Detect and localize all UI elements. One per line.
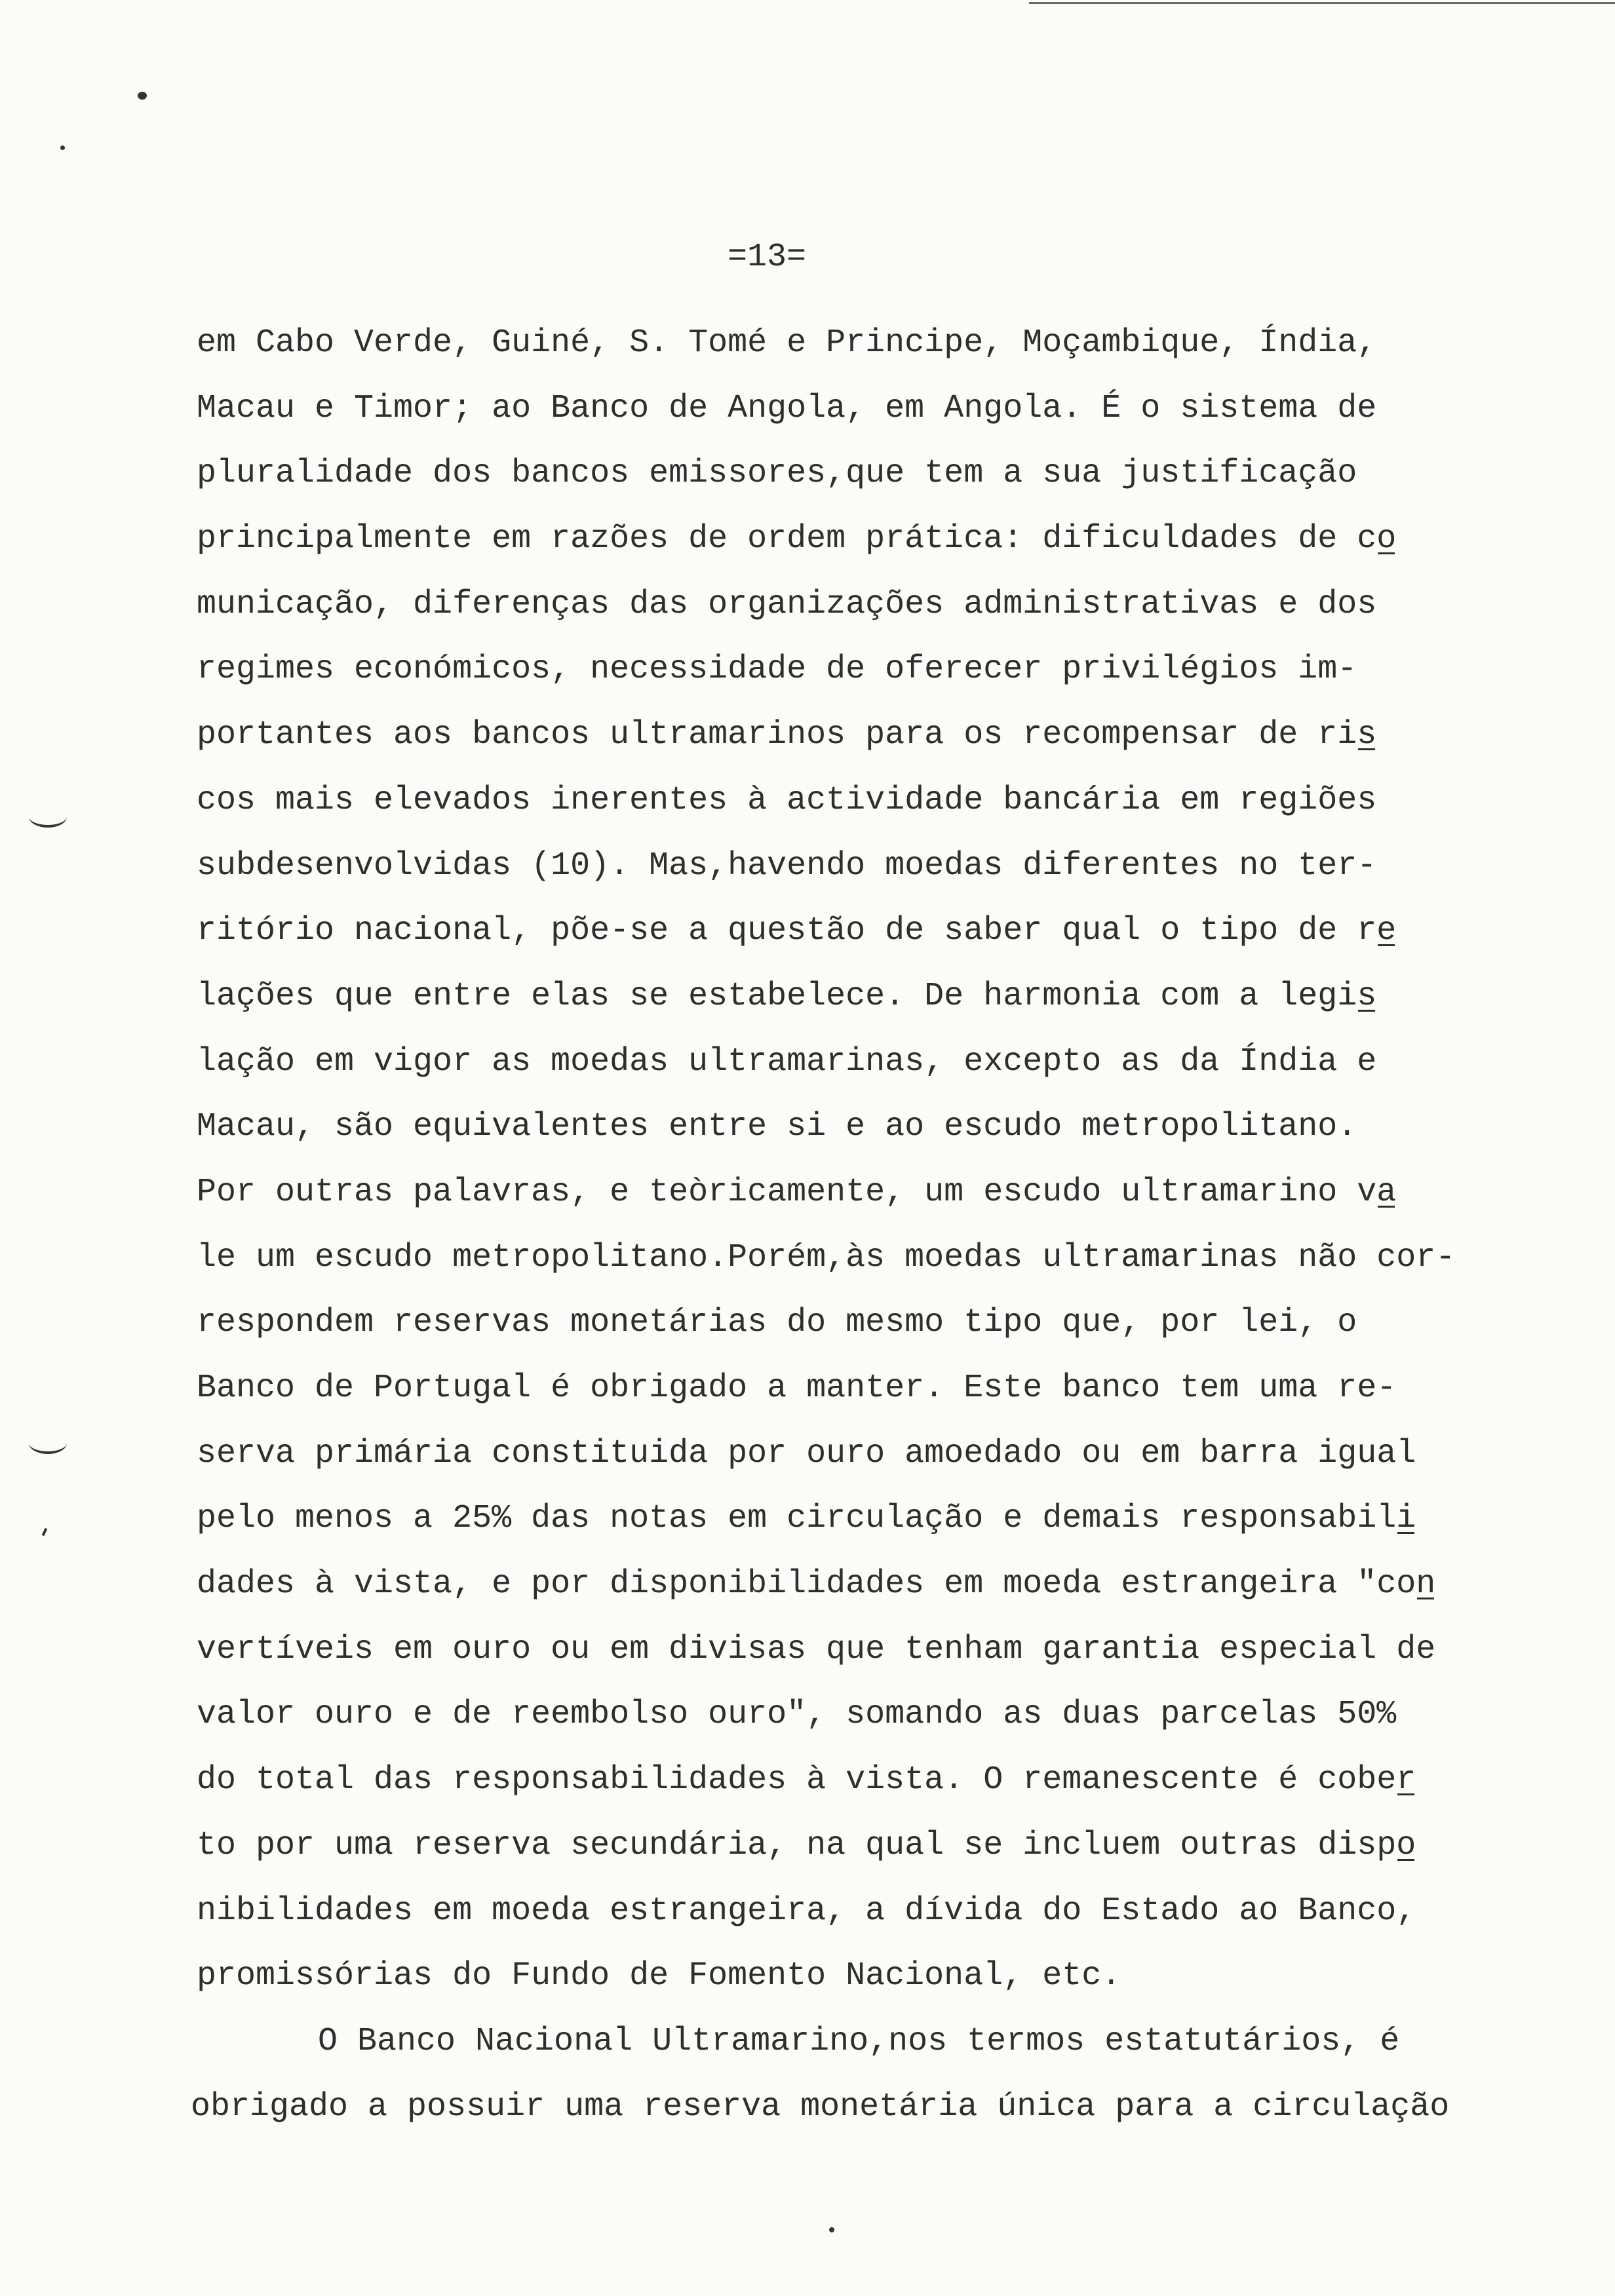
text-line: pluralidade dos bancos emissores,que tem a sua justificação: [197, 455, 1357, 493]
text-line: regimes económicos, necessidade de oferecer privilégios im-: [197, 651, 1357, 689]
text-line: subdesenvolvidas (10). Mas,havendo moedas diferentes no ter-: [197, 847, 1377, 885]
text-line: cos mais elevados inerentes à actividade bancária em regiões: [197, 781, 1377, 819]
text-line: Por outras palavras, e teòricamente, um escudo ultramarino va: [197, 1160, 1396, 1225]
text-line: dades à vista, e por disponibilidades em moeda estrangeira "con: [197, 1552, 1435, 1617]
paragraph: [191, 2009, 1455, 2139]
scan-speck: [60, 145, 65, 150]
text-line: ritório nacional, põe-se a questão de saber qual o tipo de re: [197, 898, 1396, 964]
text-line: nibilidades em moeda estrangeira, a dívida do Estado ao Banco,: [197, 1892, 1416, 1930]
text-body: [191, 311, 1456, 2139]
text-line: lação em vigor as moedas ultramarinas, excepto as da Índia e: [197, 1043, 1377, 1081]
text-line: portantes aos bancos ultramarinos para os recompensar de ris: [197, 702, 1376, 768]
scan-mark: [42, 1528, 48, 1537]
text-line: obrigado a possuir uma reserva monetária única para a circulação: [191, 2088, 1450, 2126]
scan-speck: [138, 92, 147, 100]
text-line: do total das responsabilidades à vista. O remanescente é cober: [197, 1748, 1416, 1813]
text-line: promissórias do Fundo de Fomento Nacional, etc.: [197, 1957, 1121, 1995]
paragraph: [197, 311, 1455, 2009]
text-line: serva primária constituida por ouro amoedado ou em barra igual: [197, 1434, 1416, 1472]
text-line: principalmente em razões de ordem prática: dificuldades de co: [197, 507, 1396, 572]
text-line: respondem reservas monetárias do mesmo tipo que, por lei, o: [197, 1304, 1357, 1342]
scan-mark: [29, 814, 67, 828]
text-line: municação, diferenças das organizações administrativas e dos: [197, 585, 1377, 623]
text-line: Banco de Portugal é obrigado a manter. Este banco tem uma re-: [197, 1369, 1397, 1407]
scan-edge-line: [1029, 2, 1615, 4]
text-line: vertíveis em ouro ou em divisas que tenham garantia especial de: [197, 1630, 1436, 1668]
page-number: =13=: [728, 239, 807, 276]
text-line: Macau, são equivalentes entre si e ao escudo metropolitano.: [197, 1108, 1357, 1146]
scan-mark: [29, 1441, 67, 1454]
text-line: le um escudo metropolitano.Porém,às moedas ultramarinas não cor-: [197, 1238, 1456, 1276]
text-line: O Banco Nacional Ultramarino,nos termos estatutários, é: [318, 2022, 1400, 2060]
text-line: em Cabo Verde, Guiné, S. Tomé e Principe, Moçambique, Índia,: [197, 324, 1377, 362]
text-line: to por uma reserva secundária, na qual se incluem outras dispo: [197, 1813, 1416, 1879]
text-line: pelo menos a 25% das notas em circulação e demais responsabili: [197, 1486, 1416, 1552]
text-line: Macau e Timor; ao Banco de Angola, em Angola. É o sistema de: [197, 389, 1377, 427]
text-line: valor ouro e de reembolso ouro", somando as duas parcelas 50%: [197, 1696, 1397, 1734]
scan-speck: [829, 2227, 834, 2232]
text-line: lações que entre elas se estabelece. De harmonia com a legis: [197, 964, 1376, 1029]
